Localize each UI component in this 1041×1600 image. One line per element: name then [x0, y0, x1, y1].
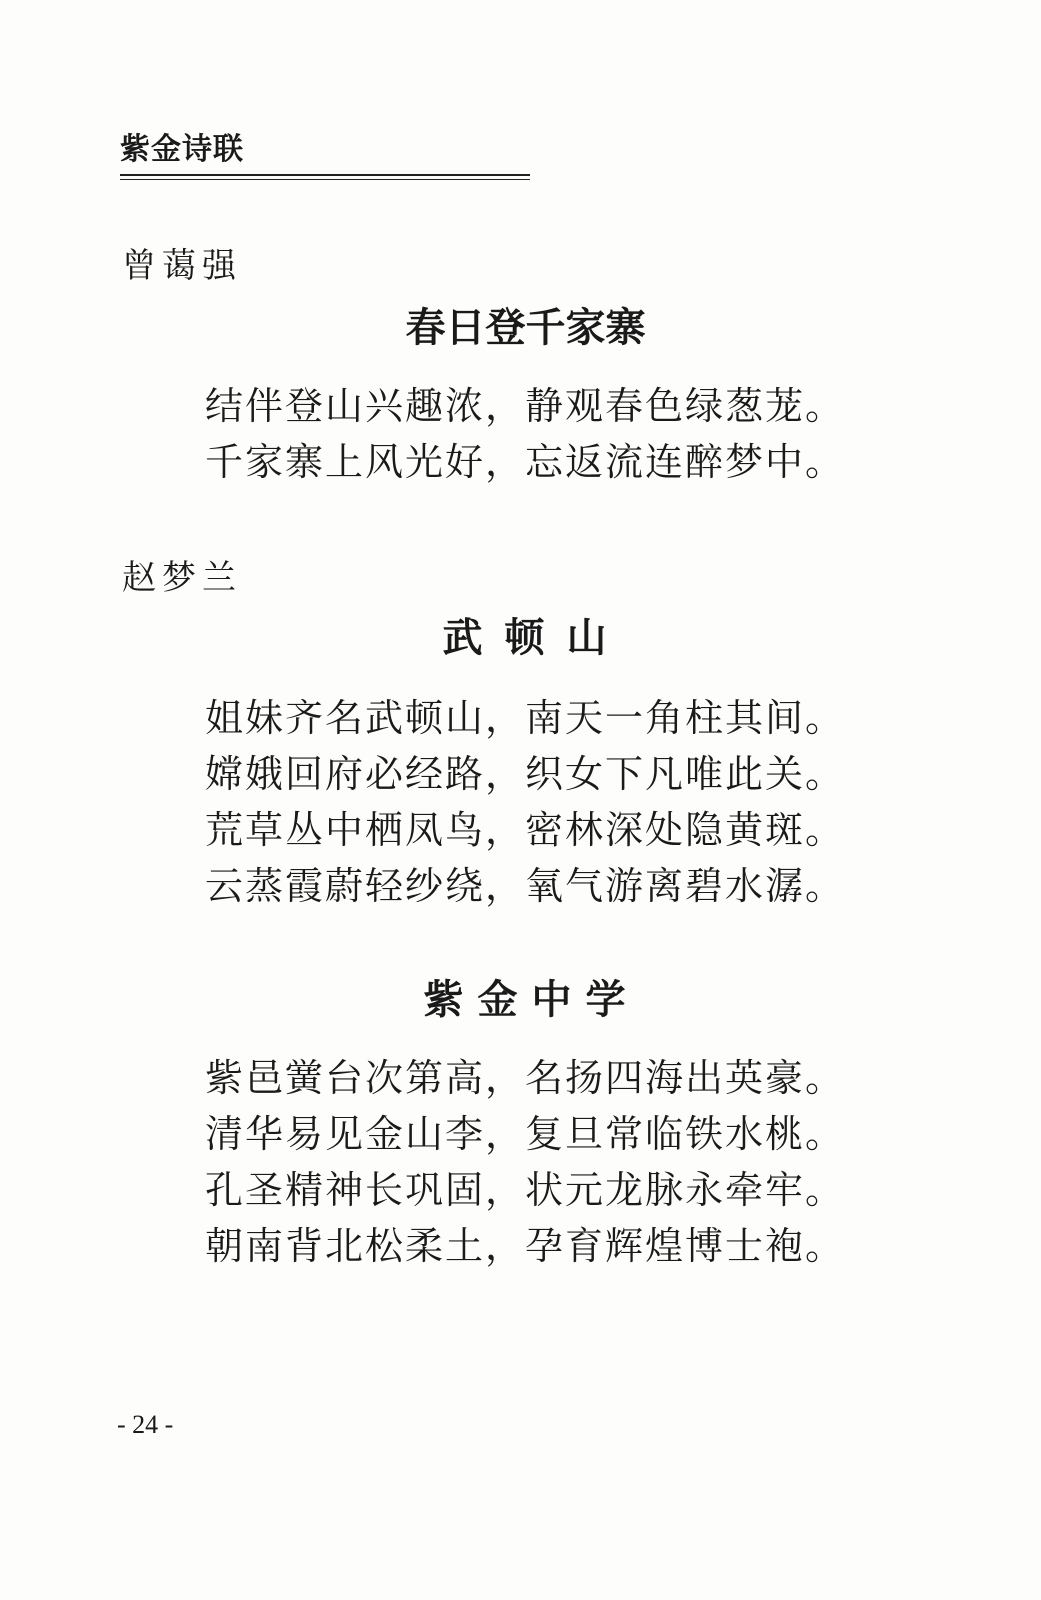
poem-author: 赵梦兰: [122, 558, 242, 598]
page-number: - 24 -: [117, 1410, 174, 1439]
poem-body: [205, 1050, 845, 1274]
poem-line: 嫦娥回府必经路，织女下凡唯此关。: [205, 752, 846, 796]
poem-body: [205, 690, 845, 914]
poem-line: 结伴登山兴趣浓，静观春色绿葱茏。: [205, 384, 846, 428]
poem-line: 朝南背北松柔土，孕育辉煌博士袍。: [205, 1224, 846, 1268]
poem-body: [205, 378, 845, 490]
poem-line: 紫邑黉台次第高，名扬四海出英豪。: [205, 1056, 846, 1100]
running-header-title: 紫金诗联: [120, 132, 244, 167]
poem-title: 春日登千家寨: [405, 304, 646, 351]
header-rule-thick: [120, 174, 530, 176]
poem-title: 紫金中学: [423, 976, 640, 1023]
poem-line: 千家寨上风光好，忘返流连醉梦中。: [205, 440, 846, 484]
poem-line: 孔圣精神长巩固，状元龙脉永牵牢。: [205, 1168, 846, 1212]
poem-author: 曾蔼强: [122, 246, 242, 286]
poem-line: 清华易见金山李，复旦常临铁水桃。: [205, 1112, 846, 1156]
header-rule-thin: [120, 179, 530, 180]
poem-title: 武顿山: [442, 614, 629, 661]
poem-line: 荒草丛中栖凤鸟，密林深处隐黄斑。: [205, 808, 846, 852]
running-header: [120, 128, 530, 180]
poem-line: 云蒸霞蔚轻纱绕，氧气游离碧水潺。: [205, 864, 846, 908]
poem-line: 姐妹齐名武顿山，南天一角柱其间。: [205, 696, 846, 740]
